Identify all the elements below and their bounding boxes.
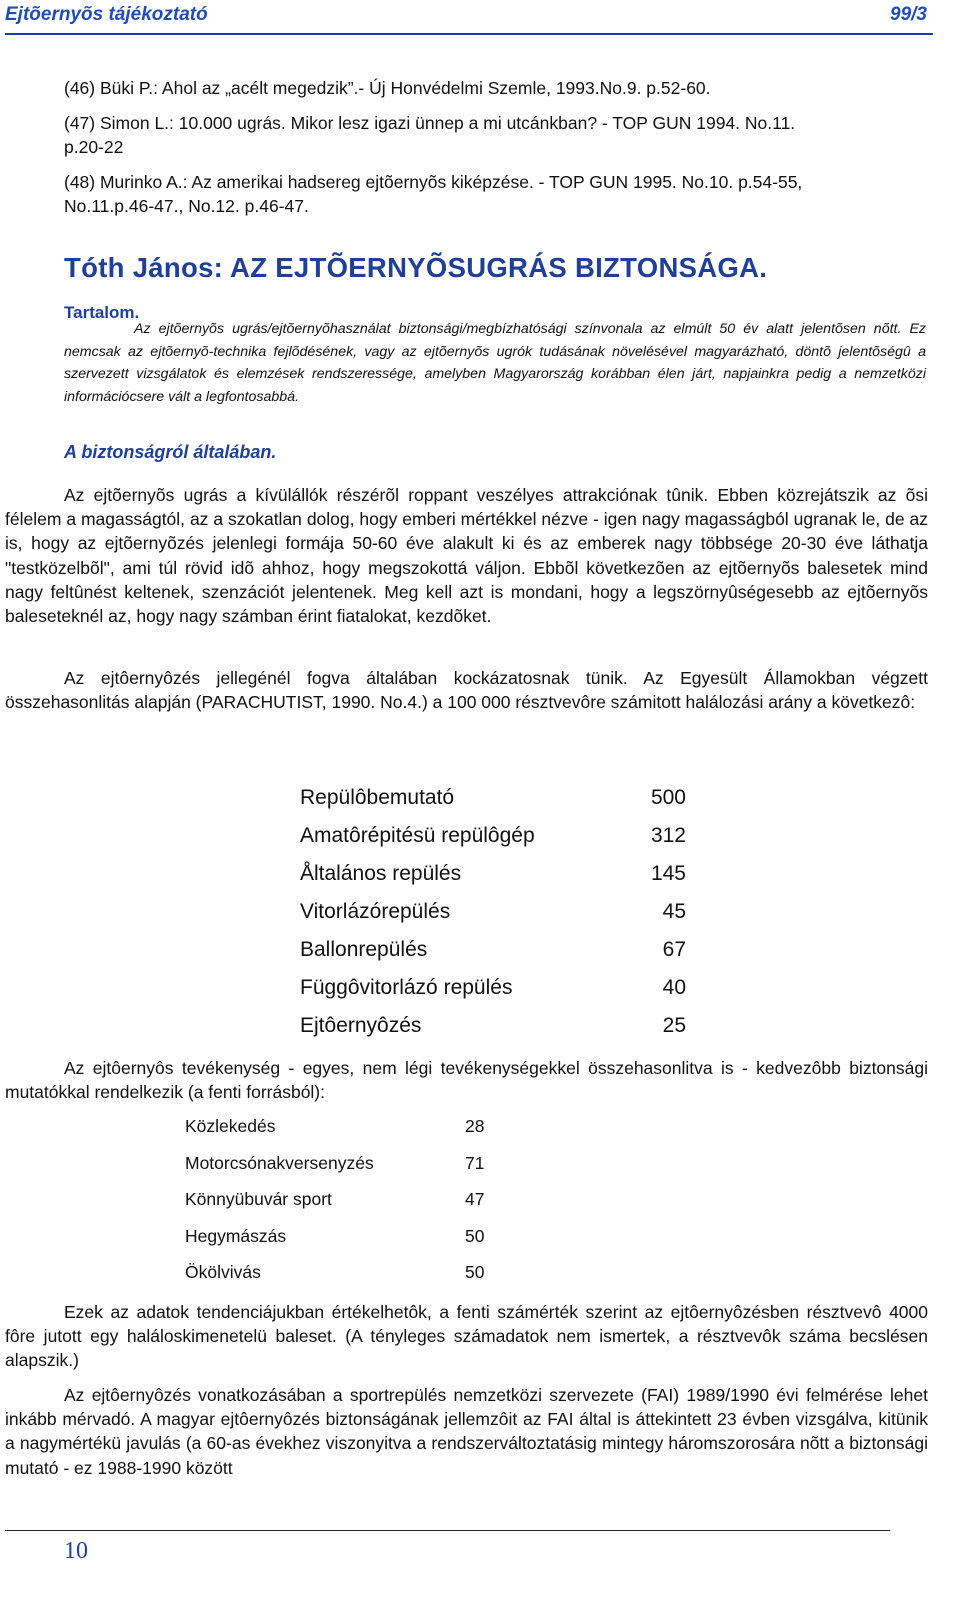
header-title: Ejtõernyõs tájékoztató [5, 4, 208, 25]
row-value: 40 [662, 976, 686, 999]
row-value: 500 [650, 786, 686, 809]
page-number: 10 [64, 1538, 88, 1564]
row-label: Motorcsónakversenyzés [185, 1152, 374, 1173]
row-label: Ökölvivás [185, 1262, 261, 1282]
row-value: 67 [662, 938, 686, 961]
row-value: 50 [465, 1225, 485, 1246]
reference-text: (48) Murinko A.: Az amerikai hadsereg ejtõernyõs kiképzése. - TOP GUN 1995. No.10. p.54-55, [64, 171, 803, 192]
abstract [64, 318, 926, 409]
article-title: Tóth János: AZ EJTÕERNYÕSUGRÁS BIZTONSÁGA. [64, 252, 768, 283]
row-label: Ejtôernyôzés [300, 1014, 422, 1037]
paragraph-text: Az ejtôernyôzés vonatkozásában a sportrepülés nemzetközi szervezete (FAI) 1989/1990 évi felmérése lehet inkább mérvadó. A magyar ejtôernyôzés biztonságának jellemzôit az FAI által is áttekintett 23 évben vizsgálva, kitünik a nagymértékü javulás (a 60-as évekhez viszonyitva a rendszerváltoztatásig mintegy háromszorosára nõtt a biztonsági mutató - ez 1988-1990 között [5, 1385, 928, 1478]
row-value: 145 [650, 862, 686, 885]
row-label: Közlekedés [185, 1116, 276, 1136]
paragraph [5, 1383, 928, 1480]
paragraph-text: Az ejtôernyôs tevékenység - egyes, nem légi tevékenységekkel összehasonlitva is - kedvezôbb biztonsági mutatókkal rendelkezik (a fenti forrásból): [5, 1058, 928, 1103]
row-label: Åltalános repülés [300, 862, 462, 885]
paragraph [5, 1056, 928, 1104]
row-value: 312 [650, 824, 686, 847]
row-label: Függôvitorlázó repülés [300, 976, 513, 999]
row-label: Ballonrepülés [300, 938, 428, 961]
row-value: 45 [662, 900, 686, 923]
header-issue: 99/3 [890, 4, 927, 25]
paragraph [5, 483, 928, 628]
row-value: 25 [662, 1014, 686, 1037]
reference-list [64, 76, 924, 229]
reference-text: (47) Simon L.: 10.000 ugrás. Mikor lesz igazi ünnep a mi utcánkban? - TOP GUN 1994. No.11. [64, 112, 796, 133]
row-label: Repülôbemutató [300, 786, 455, 809]
row-label: Hegymászás [185, 1225, 287, 1246]
row-value: 28 [465, 1116, 485, 1136]
reference-continuation: p.20-22 [64, 137, 124, 157]
paragraph-text: Az ejtõernyõs ugrás a kívülállók részérõl roppant veszélyes attrakciónak tûnik. Ebben közrejátszik az õsi félelem a magasságtól, az a szokatlan dolog, hogy emberi mértékkel nézve - igen nagy magasságból ugranak le, de az is, hogy az ejtõernyõzés jelenlegi formája 50-60 éve alakult ki és az emberek nagy többsége 20-30 éve láthatja "testközelbõl", ami túl rövid idõ ahhoz, hogy megszokottá váljon. Ebbõl következõen az ejtõernyõs balesetek mind nagy feltûnést keltenek, szenzációt jelentenek. Meg kell azt is mondani, hogy a legszörnyûségesebb az ejtõernyõs baleseteknél az, hogy nagy számban érint fiatalokat, kezdõket. [5, 485, 928, 627]
reference-item [64, 111, 924, 160]
row-value: 47 [465, 1189, 485, 1209]
reference-text: (46) Büki P.: Ahol az „acélt megedzik”.- Új Honvédelmi Szemle, 1993.No.9. p.52-60. [64, 78, 711, 98]
row-label: Könnyübuvár sport [185, 1189, 332, 1209]
row-value: 71 [465, 1152, 485, 1173]
row-value: 50 [465, 1262, 485, 1282]
paragraph [5, 666, 928, 714]
paragraph-text: Az ejtôernyôzés jellegénél fogva általában kockázatosnak tünik. Az Egyesült Államokban végzett összehasonlitás alapján (PARACHUTIST, 1990. No.4.) a 100 000 résztvevôre számitott halálozási arány a következô: [5, 668, 928, 713]
row-label: Amatôrépitésü repülôgép [300, 824, 535, 847]
reference-continuation: No.11.p.46-47., No.12. p.46-47. [64, 196, 309, 216]
paragraph-text: Ezek az adatok tendenciájukban értékelhetôk, a fenti számérték szerint az ejtôernyôzésben résztvevô 4000 fôre jutott egy haláloskimenetelü baleset. (A tényleges számadatok nem ismertek, a résztvevôk száma becslésen alapszik.) [5, 1302, 928, 1371]
abstract-text: Az ejtõernyõs ugrás/ejtõernyõhasználat biztonsági/megbízhatósági színvonala az elmúlt 50 év alatt jelentõsen nõtt. Ez nemcsak az ejtõernyõ-technika fejlõdésének, vagy az ejtõernyõs ugrók tudásának növelésével magyarázható, döntõ jelentõségû a szervezett vizsgálatok és elemzések rendszeressége, amelyben Magyarország korábban élen járt, napjainkra pedig a nemzetközi információcsere vált a legfontosabbá. [64, 321, 926, 406]
paragraph [5, 1300, 928, 1373]
reference-item [64, 170, 924, 219]
section-heading: A biztonságról általában. [64, 442, 277, 462]
row-label: Vitorlázórepülés [300, 900, 451, 923]
footer-rule [5, 1530, 890, 1531]
reference-item [64, 76, 924, 101]
contents-heading: Tartalom. [64, 303, 140, 322]
running-header [5, 0, 933, 35]
